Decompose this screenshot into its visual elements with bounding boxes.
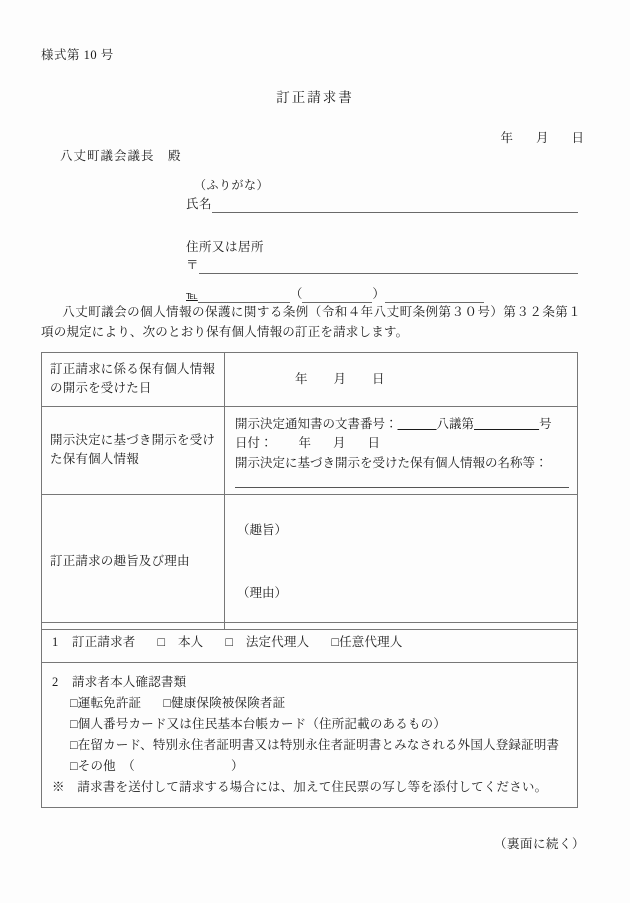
- tel-paren-close: ）: [372, 287, 385, 301]
- disclosure-date-day: 日: [372, 371, 385, 386]
- section2-number: 2: [52, 675, 59, 689]
- doc-date-day: 日: [367, 436, 381, 451]
- row-label-purpose-reason: 訂正請求の趣旨及び理由: [42, 494, 225, 629]
- postal-field-row: [186, 255, 578, 274]
- date-day-label: 日: [571, 131, 585, 145]
- identity-row-1: [52, 693, 567, 714]
- info-name-label: 開示決定に基づき開示を受けた保有個人情報の名称等：: [235, 455, 548, 470]
- applicant-block: [186, 176, 578, 303]
- reason-label: （理由）: [237, 585, 288, 600]
- checkbox-other[interactable]: □その他 （: [70, 759, 136, 773]
- row-label-disclosure-info: [42, 406, 225, 494]
- doc-date-month: 月: [333, 436, 346, 451]
- name-input-rule[interactable]: [212, 197, 578, 213]
- info-name-input-rule[interactable]: [235, 476, 569, 488]
- row-value-disclosure-info[interactable]: [225, 406, 578, 494]
- table-row-disclosure-info: [42, 406, 578, 494]
- doc-date-line: [235, 434, 569, 453]
- checkbox-drivers-license[interactable]: □運転免許証: [70, 696, 142, 710]
- checkbox-voluntary-agent[interactable]: □任意代理人: [331, 635, 403, 649]
- doc-date-label: 日付：: [235, 436, 273, 451]
- address-input-rule[interactable]: [199, 258, 578, 274]
- address-label: 住所又は居所: [186, 240, 265, 254]
- section2-title-line: [52, 675, 186, 689]
- furigana-label: （ふりがな）: [194, 178, 270, 192]
- checkbox-self[interactable]: □ 本人: [157, 635, 204, 649]
- date-year-label: 年: [500, 131, 514, 145]
- doc-number-mid: 八議第: [436, 416, 475, 431]
- requester-type-line: [52, 635, 403, 649]
- identity-row-other: [52, 756, 567, 777]
- table-row-purpose-reason: [42, 494, 578, 629]
- tel-field-row: [186, 284, 484, 303]
- identity-documents-cell: [42, 663, 578, 808]
- legal-paragraph: [41, 302, 581, 343]
- legal-paragraph-text: 八丈町議会の個人情報の保護に関する条例（令和４年八丈町条例第３０号）第３２条第１項の規定により、次のとおり保有個人情報の訂正を請求します。: [41, 305, 581, 340]
- checkbox-health-insurance[interactable]: □健康保険被保険者証: [163, 696, 286, 710]
- disclosure-date-year: 年: [295, 371, 308, 386]
- continued-note: （裏面に続く）: [493, 837, 585, 851]
- row-label-line1: 開示決定に基づき開示を受け: [50, 432, 216, 447]
- telephone-icon: ℡: [186, 290, 198, 302]
- table-row-disclosure-date: [42, 353, 578, 407]
- requester-type-cell: [42, 623, 578, 663]
- form-number: 様式第 10 号: [41, 48, 114, 62]
- row-label-line1: 訂正請求に係る保有個人情報: [50, 362, 216, 376]
- submission-note: ※ 請求書を送付して請求する場合には、加えて住民票の写し等を添付してください。: [52, 780, 548, 794]
- row-value-disclosure-date[interactable]: [225, 353, 578, 407]
- other-paren-close: ）: [231, 759, 244, 773]
- verification-table: [41, 622, 578, 808]
- checkbox-residence-card[interactable]: □在留カード、特別永住者証明書又は特別永住者証明書とみなされる外国人登録証明書: [70, 738, 560, 752]
- doc-number-blank2[interactable]: ＿＿＿＿＿: [474, 416, 540, 431]
- page-title: 訂正請求書: [276, 90, 354, 105]
- doc-number-blank1[interactable]: ＿＿＿: [397, 416, 437, 431]
- disclosure-date-month: 月: [333, 371, 347, 386]
- section2-title: 請求者本人確認書類: [72, 675, 187, 689]
- doc-number-label: 開示決定通知書の文書番号：: [235, 416, 398, 431]
- row-label-line2: の開示を受けた日: [50, 381, 152, 396]
- disclosure-info-table: [41, 352, 578, 630]
- row-label-disclosure-date: [42, 353, 225, 407]
- tel-area-input-rule[interactable]: [198, 288, 290, 303]
- table-row-identity-documents: [42, 663, 578, 808]
- name-field-row: [186, 194, 578, 213]
- tel-last-input-rule[interactable]: [385, 288, 484, 303]
- date-month-label: 月: [535, 131, 550, 145]
- checkbox-mynumber-card[interactable]: □個人番号カード又は住民基本台帳カード（住所記載のあるもの）: [70, 717, 447, 731]
- purpose-label: （趣旨）: [237, 522, 288, 537]
- table-row-requester-type: [42, 623, 578, 663]
- addressee: 八丈町議会議長 殿: [60, 149, 182, 163]
- section1-number: 1: [52, 635, 59, 649]
- row-label-line2: た保有個人情報: [50, 452, 139, 467]
- tel-paren-open: （: [289, 287, 303, 301]
- checkbox-legal-agent[interactable]: □ 法定代理人: [225, 635, 310, 649]
- postal-mark-icon: 〒: [186, 258, 199, 272]
- section1-title: 訂正請求者: [72, 635, 136, 649]
- tel-mid-input-rule[interactable]: [302, 288, 372, 303]
- submission-date-line: [500, 128, 585, 146]
- doc-number-suffix: 号: [539, 416, 552, 431]
- doc-date-year: 年: [298, 436, 312, 451]
- doc-number-line: [235, 415, 569, 434]
- name-label: 氏名: [186, 197, 213, 211]
- row-value-purpose-reason[interactable]: [225, 494, 578, 629]
